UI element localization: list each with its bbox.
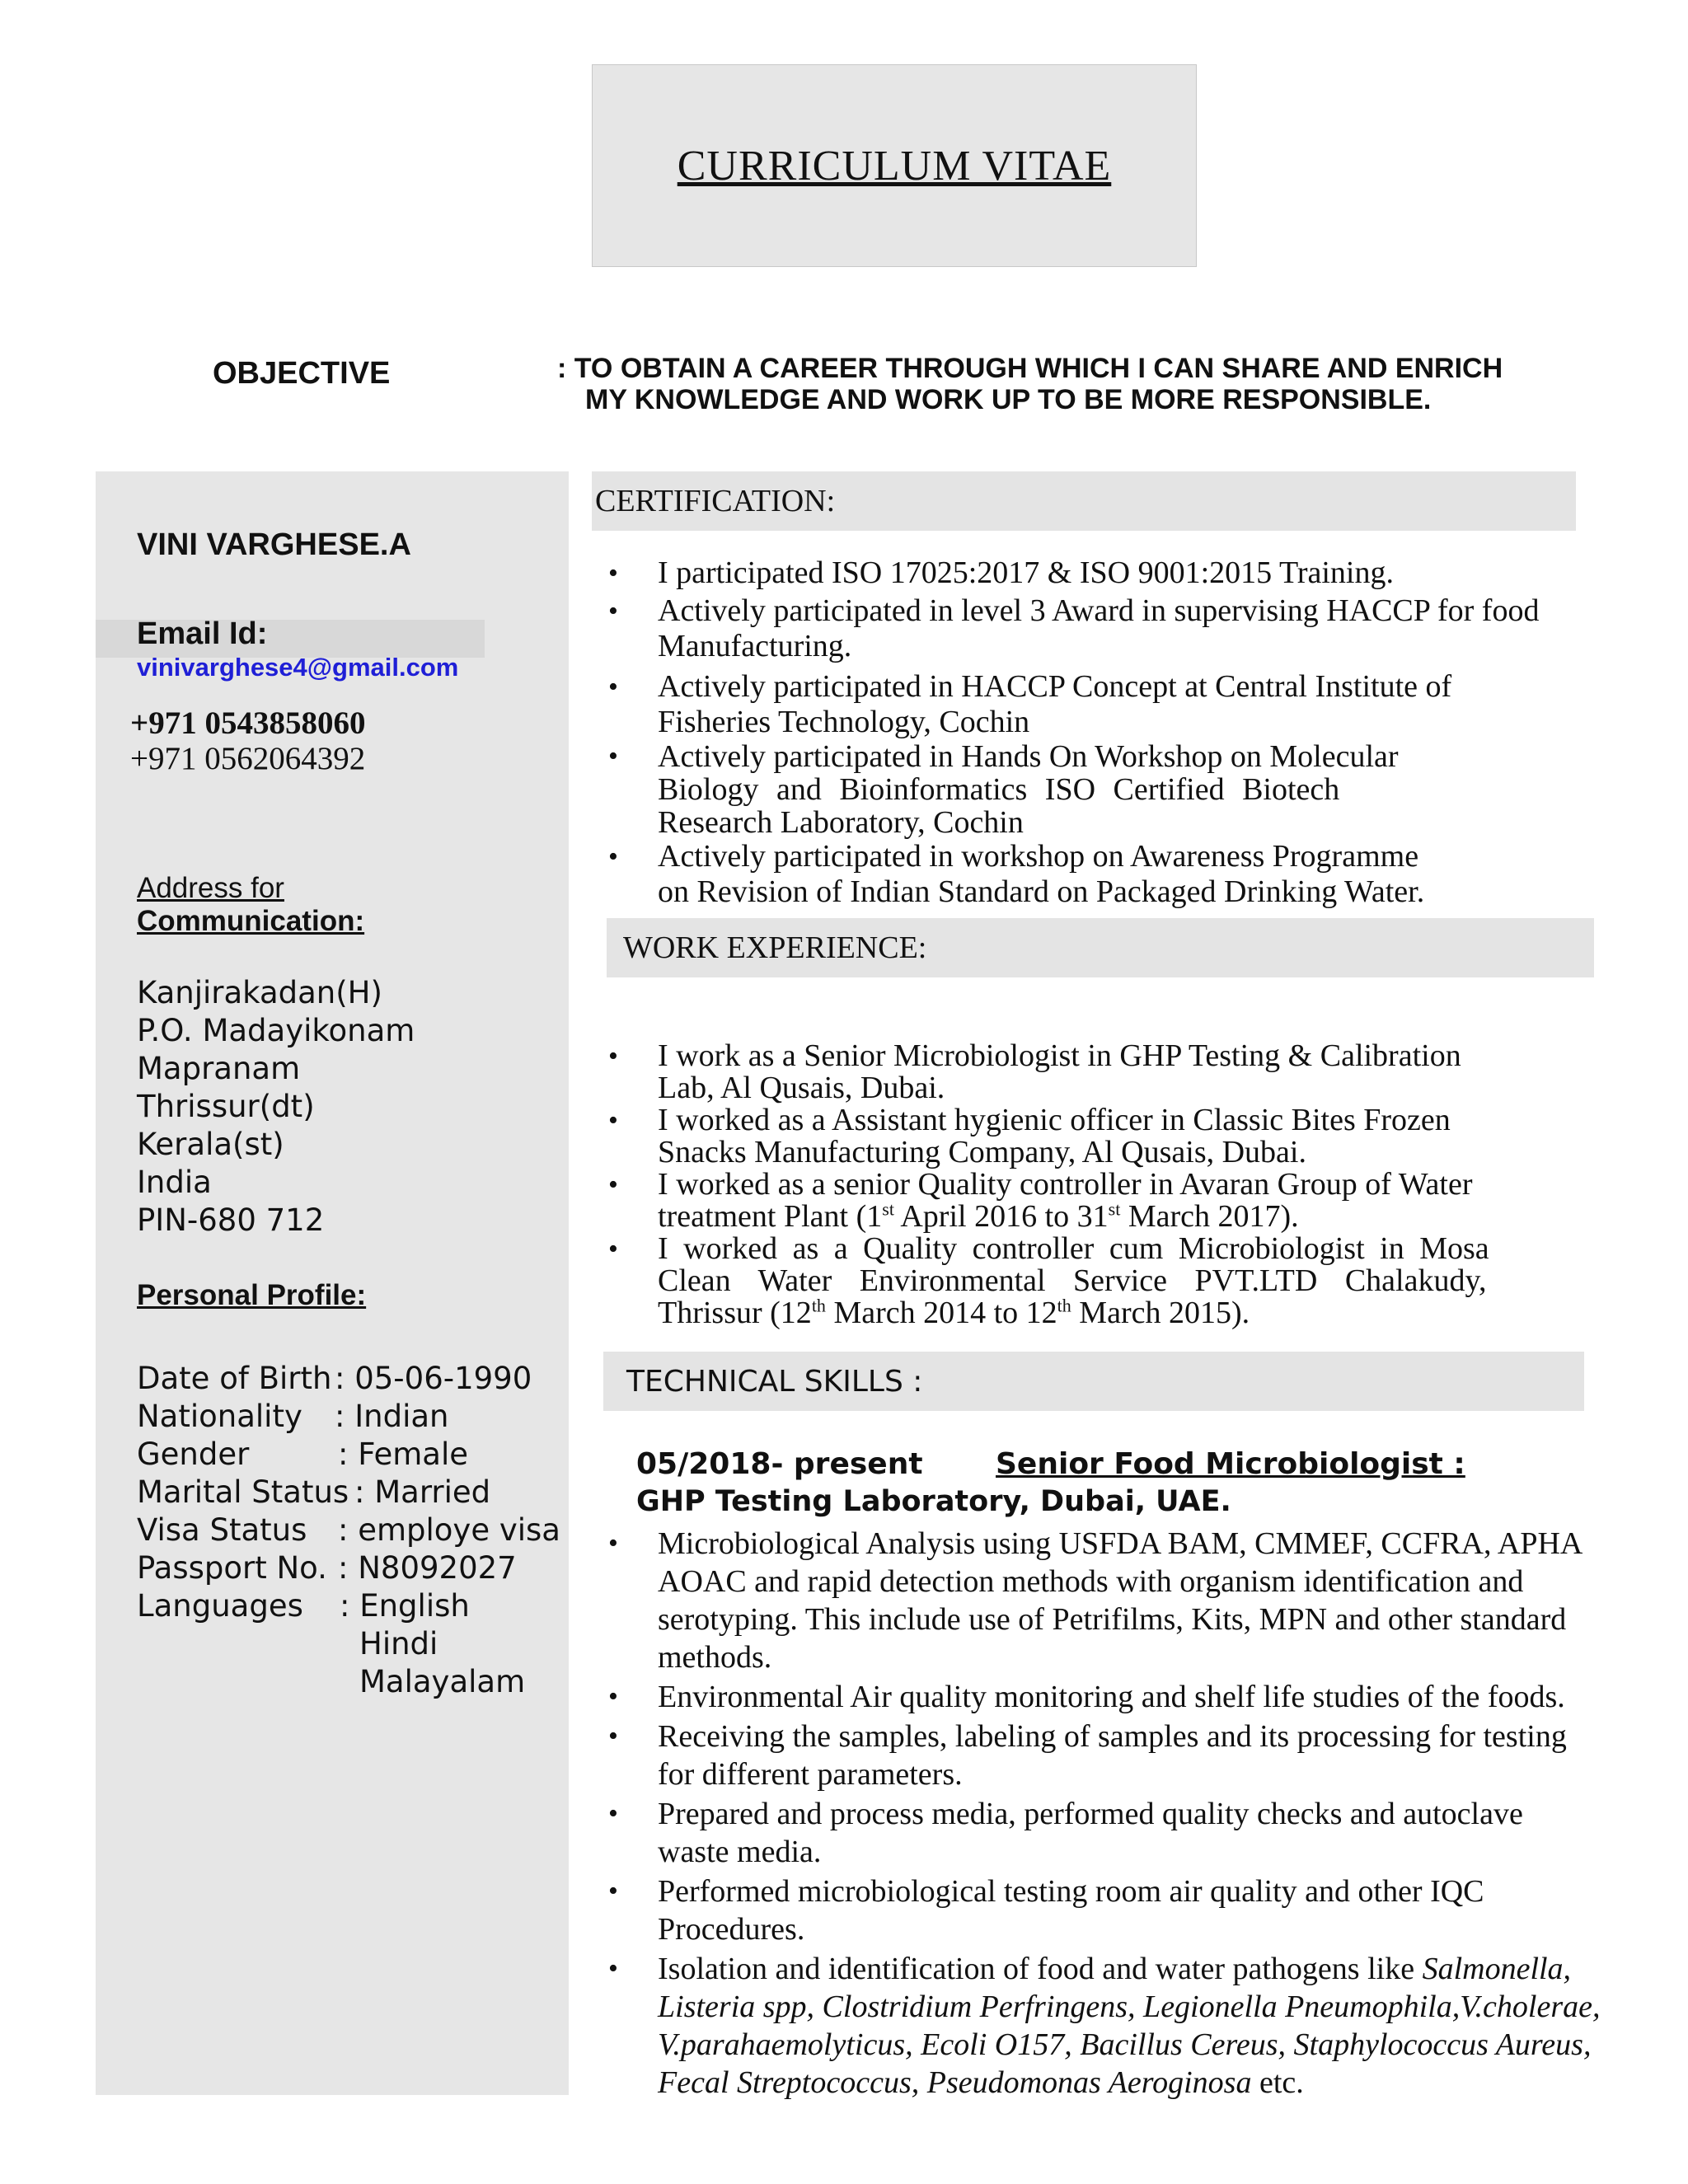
pathogen-names: V.parahaemolyticus, Ecoli O157, Bacillus Cereus, Staphylococcus Aureus, (658, 2027, 1592, 2062)
text-fragment: etc. (1251, 2065, 1304, 2100)
list-item-line: waste media. (658, 1835, 822, 1869)
list-item-line: • I participated ISO 17025:2017 & ISO 9001:2015 Training. (658, 555, 1394, 590)
profile-row (137, 1474, 565, 1511)
address-line: Kanjirakadan(H) (137, 975, 382, 1010)
list-item-line: Clean Water Environmental Service PVT.LTD Chalakudy, (658, 1263, 1487, 1298)
technical-skills-heading: TECHNICAL SKILLS : (626, 1364, 923, 1399)
job-role: Senior Food Microbiologist : (996, 1447, 1465, 1481)
certification-heading-bar (592, 471, 1576, 531)
list-item-line: serotyping. This include use of Petrifilms, Kits, MPN and other standard (658, 1602, 1567, 1637)
list-item-line: Snacks Manufacturing Company, Al Qusais, Dubai. (658, 1135, 1306, 1169)
profile-label: Nationality (137, 1399, 302, 1434)
profile-row (137, 1511, 565, 1549)
text-fragment: March 2014 to 12 (825, 1296, 1057, 1330)
text-fragment: Isolation and identification of food and water pathogens like (658, 1952, 1423, 1986)
address-heading-line-2: Communication: (137, 905, 365, 937)
list-item-line (658, 1988, 1639, 2026)
list-item-line: Fisheries Technology, Cochin (658, 705, 1030, 739)
profile-value: : Married (354, 1474, 491, 1510)
objective-line-2: MY KNOWLEDGE AND WORK UP TO BE MORE RESPONSIBLE. (585, 384, 1432, 415)
email-address[interactable]: vinivarghese4@gmail.com (137, 653, 459, 682)
list-item (600, 1678, 1639, 1716)
profile-label: Marital Status (137, 1474, 349, 1510)
pathogen-names: Salmonella, (1422, 1952, 1572, 1986)
address-line: Kerala(st) (137, 1127, 284, 1162)
profile-value: : English (340, 1588, 470, 1624)
profile-row (137, 1587, 565, 1625)
profile-value: : Indian (335, 1399, 449, 1434)
list-item-line: for different parameters. (658, 1757, 963, 1792)
list-item (600, 1040, 1515, 1104)
list-item (600, 1795, 1639, 1871)
profile-label: Date of Birth (137, 1361, 332, 1396)
list-item-line: • Actively participated in Hands On Workshop on Molecular (658, 739, 1399, 774)
list-item (600, 740, 1606, 839)
address-line: PIN-680 712 (137, 1202, 325, 1238)
language-extra: Malayalam (359, 1664, 526, 1699)
list-item-line: • Actively participated in workshop on Awareness Programme (658, 839, 1419, 874)
list-item-line: • I worked as a Assistant hygienic officer in Classic Bites Frozen (658, 1103, 1451, 1137)
objective-line-1: : TO OBTAIN A CAREER THROUGH WHICH I CAN SHARE AND ENRICH (557, 353, 1503, 384)
address-heading (137, 872, 364, 938)
list-item-line: • Prepared and process media, performed quality checks and autoclave (658, 1797, 1523, 1831)
address-heading-line-1: Address for (137, 872, 284, 904)
list-item-line: • Receiving the samples, labeling of samples and its processing for testing (658, 1719, 1567, 1754)
list-item-line (658, 1297, 1515, 1329)
text-fragment: April 2016 to 31 (893, 1199, 1109, 1234)
ordinal-suffix: th (811, 1295, 826, 1316)
profile-label: Gender (137, 1436, 250, 1472)
list-item-line: methods. (658, 1640, 772, 1675)
address-line: India (137, 1165, 212, 1200)
list-item (600, 669, 1606, 740)
personal-profile-heading: Personal Profile: (137, 1279, 367, 1311)
profile-value: : 05-06-1990 (335, 1361, 532, 1396)
pathogen-names: Fecal Streptococcus, Pseudomonas Aeroginosa (658, 2065, 1252, 2100)
list-item (600, 1169, 1515, 1233)
list-item-line: on Revision of Indian Standard on Packaged Drinking Water. (658, 874, 1425, 909)
job-period: 05/2018- present (636, 1447, 923, 1481)
address-line: P.O. Madayikonam (137, 1013, 415, 1048)
list-item-line (658, 2026, 1639, 2064)
list-item (600, 555, 1606, 591)
list-item-line: • I work as a Senior Microbiologist in GHP Testing & Calibration (658, 1038, 1461, 1073)
profile-row (137, 1549, 565, 1587)
list-item (600, 1718, 1639, 1793)
list-item-line: • I worked as a senior Quality controller in Avaran Group of Water (658, 1167, 1473, 1202)
ordinal-suffix: st (1108, 1198, 1121, 1220)
list-item-line: Lab, Al Qusais, Dubai. (658, 1071, 945, 1105)
list-item (600, 839, 1606, 910)
address-block (137, 974, 415, 1240)
ordinal-suffix: th (1057, 1295, 1071, 1316)
phone-primary: +971 0543858060 (130, 705, 366, 741)
list-item-line: • Microbiological Analysis using USFDA BAM, CMMEF, CCFRA, APHA (658, 1526, 1583, 1561)
list-item-line: Biology and Bioinformatics ISO Certified Biotech (658, 772, 1340, 807)
profile-row (137, 1398, 565, 1436)
objective-text (557, 353, 1612, 415)
profile-label: Passport No. (137, 1550, 327, 1586)
text-fragment: March 2015). (1071, 1296, 1250, 1330)
profile-value: : N8092027 (338, 1550, 517, 1586)
technical-skills-heading-bar (603, 1352, 1584, 1411)
profile-label: Visa Status (137, 1512, 307, 1548)
text-fragment: March 2017). (1120, 1199, 1299, 1234)
address-line: Thrissur(dt) (137, 1089, 315, 1124)
work-experience-heading-bar (607, 918, 1594, 977)
list-item (600, 1872, 1639, 1948)
email-label: Email Id: (137, 616, 268, 651)
list-item-line: • Actively participated in HACCP Concept at Central Institute of (658, 669, 1452, 704)
list-item (600, 1525, 1639, 1676)
personal-profile-table (137, 1360, 565, 1701)
document-title: CURRICULUM VITAE (677, 142, 1112, 190)
work-experience-heading: WORK EXPERIENCE: (623, 930, 927, 965)
list-item-line: • Environmental Air quality monitoring and shelf life studies of the foods. (658, 1680, 1565, 1714)
list-item-line: • Actively participated in level 3 Award in supervising HACCP for food (658, 593, 1540, 628)
profile-value: : Female (338, 1436, 469, 1472)
profile-label: Languages (137, 1588, 303, 1624)
list-item (600, 593, 1606, 664)
profile-row (137, 1436, 565, 1474)
profile-row (137, 1360, 565, 1398)
list-item-line: Manufacturing. (658, 629, 852, 663)
list-item-line (658, 2064, 1639, 2102)
ordinal-suffix: st (882, 1198, 894, 1220)
candidate-name: VINI VARGHESE.A (137, 527, 411, 562)
list-item-line: AOAC and rapid detection methods with organism identification and (658, 1564, 1524, 1599)
list-item-line: Procedures. (658, 1912, 805, 1947)
list-item-line (658, 1950, 1639, 1988)
certification-list (600, 555, 1606, 910)
text-fragment: treatment Plant (1 (658, 1199, 883, 1234)
job-company: GHP Testing Laboratory, Dubai, UAE. (636, 1485, 1231, 1518)
title-box (592, 64, 1197, 267)
address-line: Mapranam (137, 1051, 301, 1086)
list-item-line: Research Laboratory, Cochin (658, 805, 1024, 840)
profile-value: : employe visa (338, 1512, 560, 1548)
work-experience-list (600, 1040, 1515, 1329)
objective-label: OBJECTIVE (213, 356, 391, 391)
phone-secondary: +971 0562064392 (130, 741, 366, 776)
list-item-line (658, 1198, 1515, 1234)
list-item-line: • Performed microbiological testing room air quality and other IQC (658, 1874, 1484, 1909)
technical-skills-list (600, 1525, 1639, 2102)
list-item-line: • I worked as a Quality controller cum Microbiologist in Mosa (658, 1231, 1489, 1266)
certification-heading: CERTIFICATION: (595, 484, 836, 518)
list-item (600, 1104, 1515, 1169)
language-extra: Hindi (359, 1626, 438, 1661)
list-item (600, 1950, 1639, 2102)
list-item (600, 1233, 1515, 1329)
pathogen-names: Listeria spp, Clostridium Perfringens, Legionella Pneumophila,V.cholerae, (658, 1990, 1601, 2024)
text-fragment: Thrissur (12 (658, 1296, 812, 1330)
